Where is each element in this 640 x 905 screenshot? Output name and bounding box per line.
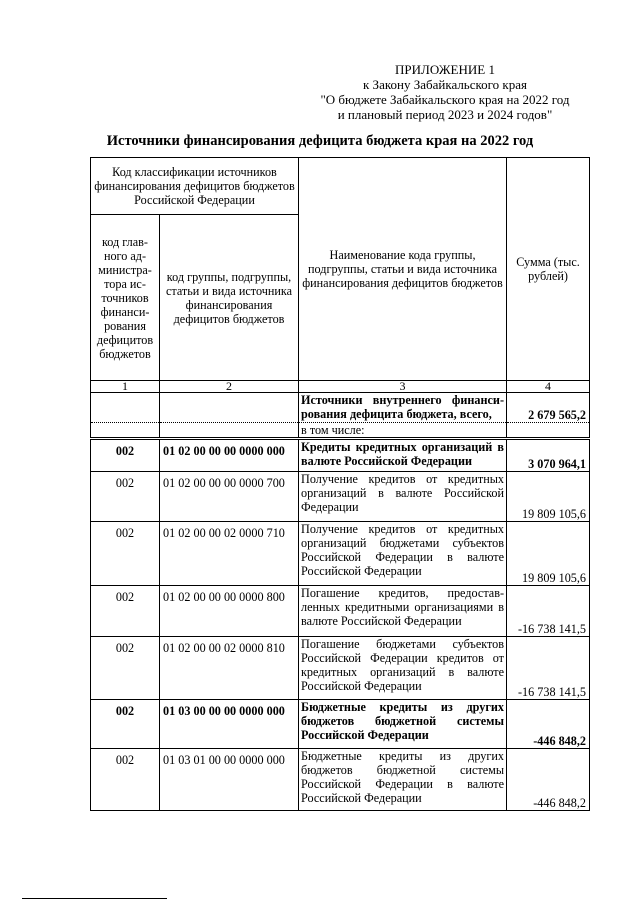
column-number: 4 [507, 381, 590, 393]
table-row [91, 522, 590, 586]
total-sum: 2 679 565,2 [507, 393, 590, 423]
source-name: Бюджетные кредиты из других бюджетов бюджетной системы Российской Федерации [299, 700, 507, 749]
source-name: Погашение кредитов, предостав-ленных кредитными организациями в валюте Российской Федерации [299, 586, 507, 637]
source-code: 01 03 01 00 00 0000 000 [160, 749, 299, 811]
total-row [91, 393, 590, 423]
name-header: Наименование кода группы, подгруппы, статьи и вида источника финансирования дефицитов бюджетов [299, 158, 507, 381]
table-row [91, 749, 590, 811]
appendix-label: ПРИЛОЖЕНИЕ 1 [395, 62, 495, 77]
source-name: Кредиты кредитных организаций в валюте Российской Федерации [299, 439, 507, 472]
source-code: 01 02 00 00 00 0000 700 [160, 472, 299, 522]
admin-code: 002 [91, 637, 160, 700]
source-code: 01 02 00 00 02 0000 810 [160, 637, 299, 700]
source-sum: -446 848,2 [507, 700, 590, 749]
admin-code: 002 [91, 439, 160, 472]
column-number: 3 [299, 381, 507, 393]
admin-code: 002 [91, 522, 160, 586]
footnote-separator [22, 898, 167, 899]
sum-header: Сумма (тыс. рублей) [507, 158, 590, 381]
admin-code: 002 [91, 749, 160, 811]
source-sum: 19 809 105,6 [507, 472, 590, 522]
document-title: Источники финансирования дефицита бюджета края на 2022 год [106, 133, 534, 149]
column-number: 1 [91, 381, 160, 393]
source-code: 01 03 00 00 00 0000 000 [160, 700, 299, 749]
source-sum: -446 848,2 [507, 749, 590, 811]
source-sum: 19 809 105,6 [507, 522, 590, 586]
financing-sources-table [90, 157, 590, 811]
including-row [91, 423, 590, 439]
table-row [91, 586, 590, 637]
source-sum: -16 738 141,5 [507, 586, 590, 637]
source-name: Погашение бюджетами субъектов Российской Федерации кредитов от кредитных организаций в валюте Российской Федерации [299, 637, 507, 700]
column-numbers-row [91, 381, 590, 393]
source-sum: 3 070 964,1 [507, 439, 590, 472]
admin-code: 002 [91, 586, 160, 637]
table-row [91, 637, 590, 700]
source-code: 01 02 00 00 02 0000 710 [160, 522, 299, 586]
source-name: Получение кредитов от кредитных организаций в валюте Российской Федерации [299, 472, 507, 522]
law-reference: к Закону Забайкальского края [362, 77, 527, 92]
law-title-line-2: и плановый период 2023 и 2024 годов" [337, 107, 553, 122]
admin-code: 002 [91, 472, 160, 522]
appendix-header [300, 62, 590, 122]
source-code: 01 02 00 00 00 0000 800 [160, 586, 299, 637]
law-title-line-1: "О бюджете Забайкальского края на 2022 год [320, 92, 570, 107]
source-name: Бюджетные кредиты из других бюджетов бюджетной системы Российской Федерации в валюте Российской Федерации [299, 749, 507, 811]
admin-code: 002 [91, 700, 160, 749]
table-row [91, 439, 590, 472]
source-sum: -16 738 141,5 [507, 637, 590, 700]
classification-header: Код классификации источников финансирования дефицитов бюджетов Российской Федерации [91, 158, 299, 215]
source-code: 01 02 00 00 00 0000 000 [160, 439, 299, 472]
source-name: Получение кредитов от кредитных организаций бюджетами субъектов Российской Федерации в валюте Российской Федерации [299, 522, 507, 586]
including-label: в том числе: [299, 423, 507, 439]
table-row [91, 700, 590, 749]
total-name: Источники внутреннего финанси-рования дефицита бюджета, всего, [299, 393, 507, 423]
table-row [91, 472, 590, 522]
group-code-header: код группы, подгруппы, статьи и вида источника финансирования дефицитов бюджетов [160, 215, 299, 381]
admin-code-header: код глав-ного ад-министра-тора ис-точников финанси-рования дефицитов бюджетов [91, 215, 160, 381]
column-number: 2 [160, 381, 299, 393]
